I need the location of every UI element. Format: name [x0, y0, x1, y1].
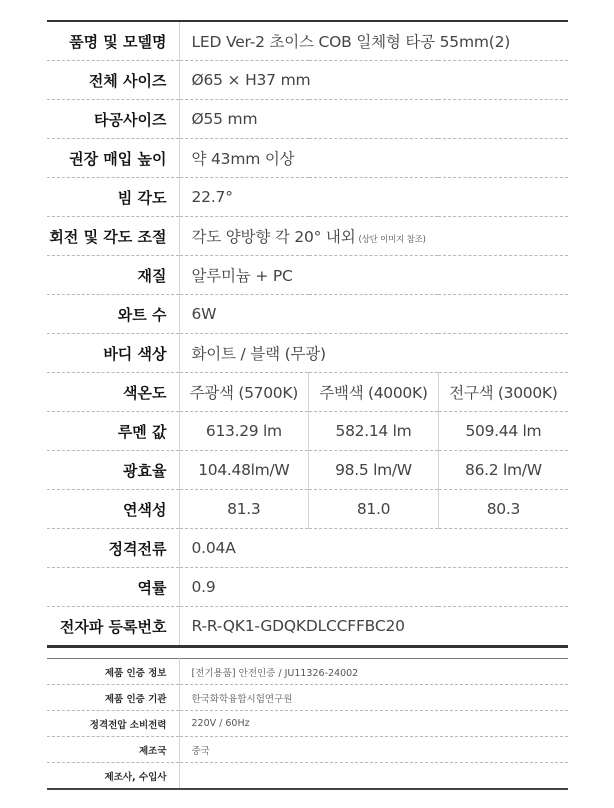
- spec-value: 81.0: [309, 490, 439, 529]
- cert-row-country: [47, 737, 568, 763]
- spec-row-material: [47, 256, 568, 295]
- spec-row-rotation: [47, 217, 568, 256]
- cert-label: 제조국: [47, 737, 179, 763]
- spec-label: 빔 각도: [47, 178, 179, 217]
- spec-row-body-color: [47, 334, 568, 373]
- spec-table: [47, 22, 568, 648]
- spec-value: 약 43mm 이상: [179, 139, 568, 178]
- spec-row-size: [47, 61, 568, 100]
- spec-label: 품명 및 모델명: [47, 22, 179, 61]
- spec-label: 연색성: [47, 490, 179, 529]
- cert-label: 정격전압 소비전력: [47, 711, 179, 737]
- cert-label: 제품 인증 정보: [47, 659, 179, 685]
- cert-row-voltage: [47, 711, 568, 737]
- spec-value: 22.7°: [179, 178, 568, 217]
- spec-label: 회전 및 각도 조절: [47, 217, 179, 256]
- spec-value: 104.48lm/W: [179, 451, 309, 490]
- spec-label: 역률: [47, 568, 179, 607]
- spec-row-lumen: [47, 412, 568, 451]
- cert-value: [전기용품] 안전인증 / JU11326-24002: [179, 659, 568, 685]
- cert-row-info: [47, 659, 568, 685]
- spec-row-beam: [47, 178, 568, 217]
- cert-label: 제품 인증 기관: [47, 685, 179, 711]
- spec-label: 색온도: [47, 373, 179, 412]
- spec-row-depth: [47, 139, 568, 178]
- cert-value: 220V / 60Hz: [179, 711, 568, 737]
- spec-label: 바디 색상: [47, 334, 179, 373]
- section-gap: [47, 648, 568, 658]
- spec-value: 각도 양방향 각 20° 내외: [191, 228, 356, 246]
- spec-value: Ø65 × H37 mm: [179, 61, 568, 100]
- spec-value: Ø55 mm: [179, 100, 568, 139]
- spec-label: 광효율: [47, 451, 179, 490]
- spec-row-efficacy: [47, 451, 568, 490]
- cert-table: [47, 658, 568, 790]
- spec-value: 알루미늄 + PC: [179, 256, 568, 295]
- spec-row-power-factor: [47, 568, 568, 607]
- spec-label: 정격전류: [47, 529, 179, 568]
- spec-row-cri: [47, 490, 568, 529]
- cert-value: 한국화학융합시험연구원: [179, 685, 568, 711]
- spec-value: 화이트 / 블랙 (무광): [179, 334, 568, 373]
- spec-row-current: [47, 529, 568, 568]
- spec-value: 80.3: [438, 490, 568, 529]
- cert-row-agency: [47, 685, 568, 711]
- spec-value: LED Ver-2 초이스 COB 일체형 타공 55mm(2): [179, 22, 568, 61]
- spec-row-cutout: [47, 100, 568, 139]
- spec-value: 613.29 lm: [179, 412, 309, 451]
- spec-value: 전구색 (3000K): [438, 373, 568, 412]
- spec-value: 주백색 (4000K): [309, 373, 439, 412]
- spec-value: R-R-QK1-GDQKDLCCFFBC20: [179, 607, 568, 647]
- spec-label: 재질: [47, 256, 179, 295]
- spec-row-name: [47, 22, 568, 61]
- spec-label: 전체 사이즈: [47, 61, 179, 100]
- spec-value: 509.44 lm: [438, 412, 568, 451]
- cert-value: 중국: [179, 737, 568, 763]
- spec-row-watt: [47, 295, 568, 334]
- spec-label: 전자파 등록번호: [47, 607, 179, 647]
- spec-value: 0.9: [179, 568, 568, 607]
- cert-value: [179, 763, 568, 790]
- spec-value: 98.5 lm/W: [309, 451, 439, 490]
- spec-value: 0.04A: [179, 529, 568, 568]
- spec-value: 86.2 lm/W: [438, 451, 568, 490]
- spec-row-color-temp: [47, 373, 568, 412]
- cert-row-maker: [47, 763, 568, 790]
- spec-note: (상단 이미지 참조): [358, 235, 426, 245]
- spec-label: 권장 매입 높이: [47, 139, 179, 178]
- spec-value-cell: [179, 217, 568, 256]
- spec-value: 6W: [179, 295, 568, 334]
- cert-label: 제조사, 수입사: [47, 763, 179, 790]
- spec-value: 주광색 (5700K): [179, 373, 309, 412]
- spec-value: 81.3: [179, 490, 309, 529]
- spec-label: 와트 수: [47, 295, 179, 334]
- spec-value: 582.14 lm: [309, 412, 439, 451]
- spec-row-emc: [47, 607, 568, 647]
- spec-label: 루멘 값: [47, 412, 179, 451]
- spec-sheet: [47, 20, 568, 790]
- spec-label: 타공사이즈: [47, 100, 179, 139]
